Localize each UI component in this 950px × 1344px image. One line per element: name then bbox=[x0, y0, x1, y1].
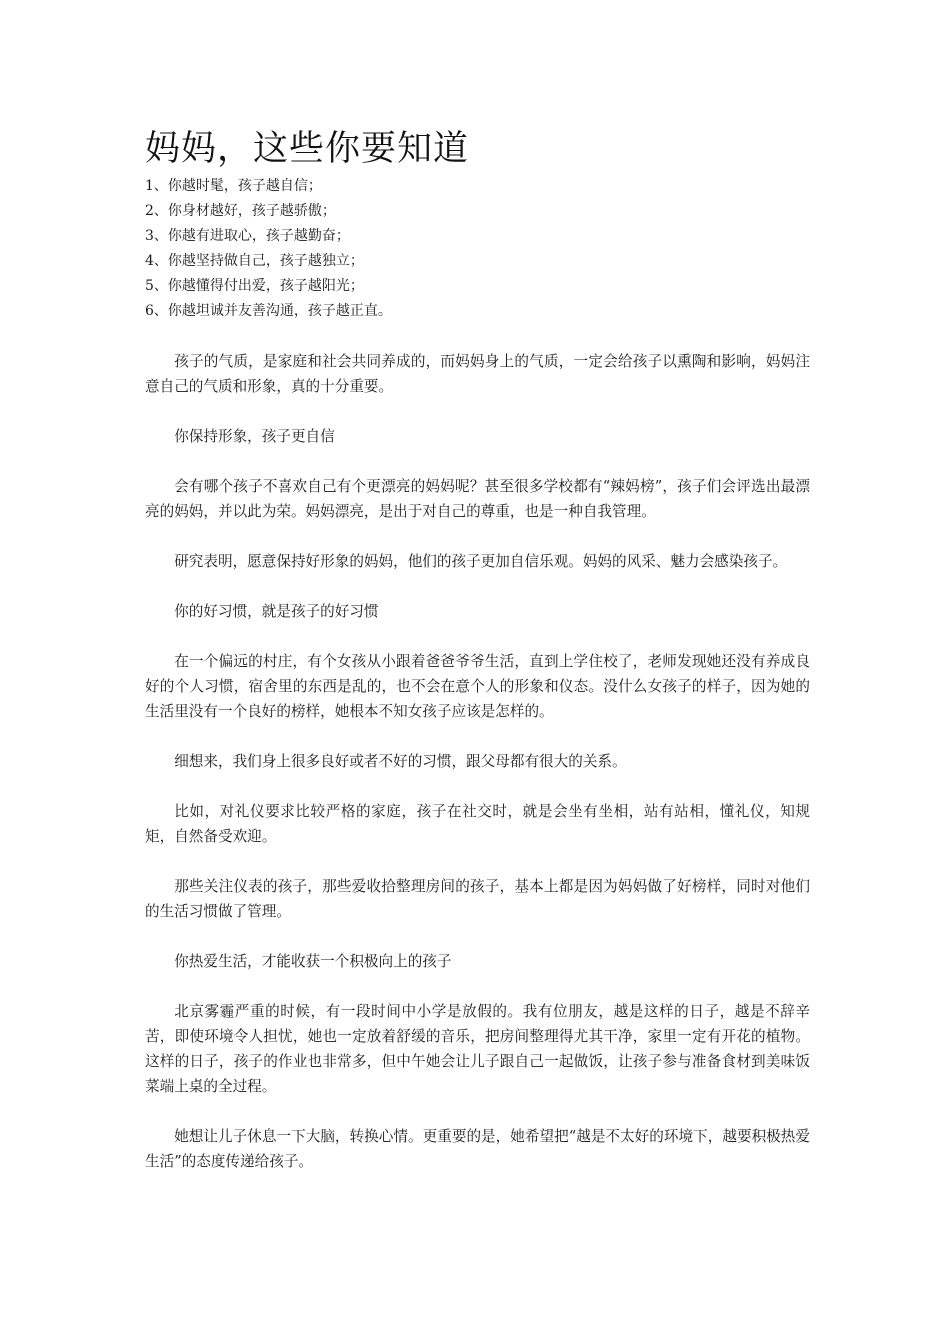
body-paragraph: 她想让儿子休息一下大脑，转换心情。更重要的是，她希望把“越是不太好的环境下，越要积极热爱生活”的态度传递给孩子。 bbox=[145, 1128, 810, 1170]
list-item: 1、你越时髦，孩子越自信； bbox=[145, 178, 322, 194]
body-paragraph: 比如，对礼仪要求比较严格的家庭，孩子在社交时，就是会坐有坐相，站有站相，懂礼仪，知规矩，自然备受欢迎。 bbox=[145, 803, 810, 845]
body-paragraph: 那些关注仪表的孩子，那些爱收拾整理房间的孩子，基本上都是因为妈妈做了好榜样，同时对他们的生活习惯做了管理。 bbox=[145, 878, 810, 920]
body-paragraph: 在一个偏远的村庄，有个女孩从小跟着爸爸爷爷生活，直到上学住校了，老师发现她还没有养成良好的个人习惯，宿舍里的东西是乱的，也不会在意个人的形象和仪态。没什么女孩子的样子，因为她的生活里没有一个良好的榜样，她根本不知女孩子应该是怎样的。 bbox=[145, 653, 810, 720]
list-item: 4、你越坚持做自己，孩子越独立； bbox=[145, 253, 364, 269]
document-page bbox=[145, 126, 810, 1174]
list-item: 6、你越坦诚并友善沟通，孩子越正直。 bbox=[145, 303, 392, 319]
body-paragraph: 北京雾霾严重的时候，有一段时间中小学是放假的。我有位朋友，越是这样的日子，越是不辞辛苦，即使环境令人担忧，她也一定放着舒缓的音乐，把房间整理得尤其干净，家里一定有开花的植物。这样的日子，孩子的作业也非常多，但中午她会让儿子跟自己一起做饭，让孩子参与准备食材到美味饭菜端上桌的全过程。 bbox=[145, 1003, 810, 1095]
section-heading: 你保持形象，孩子更自信 bbox=[174, 428, 335, 445]
list-item: 2、你身材越好，孩子越骄傲； bbox=[145, 203, 336, 219]
body-paragraph: 研究表明，愿意保持好形象的妈妈，他们的孩子更加自信乐观。妈妈的风采、魅力会感染孩子。 bbox=[174, 553, 788, 570]
list-item: 3、你越有进取心，孩子越勤奋； bbox=[145, 228, 350, 244]
section-heading: 你的好习惯，就是孩子的好习惯 bbox=[174, 603, 379, 620]
body-paragraph: 细想来，我们身上很多良好或者不好的习惯，跟父母都有很大的关系。 bbox=[174, 753, 627, 770]
article-body bbox=[145, 349, 810, 1174]
page-title: 妈妈，这些你要知道 bbox=[145, 129, 470, 169]
tips-list bbox=[145, 174, 810, 324]
body-paragraph: 孩子的气质，是家庭和社会共同养成的，而妈妈身上的气质，一定会给孩子以熏陶和影响，妈妈注意自己的气质和形象，真的十分重要。 bbox=[145, 353, 810, 395]
body-paragraph: 会有哪个孩子不喜欢自己有个更漂亮的妈妈呢？甚至很多学校都有“辣妈榜”，孩子们会评选出最漂亮的妈妈，并以此为荣。妈妈漂亮，是出于对自己的尊重，也是一种自我管理。 bbox=[145, 478, 810, 520]
list-item: 5、你越懂得付出爱，孩子越阳光； bbox=[145, 278, 364, 294]
section-heading: 你热爱生活，才能收获一个积极向上的孩子 bbox=[174, 953, 452, 970]
